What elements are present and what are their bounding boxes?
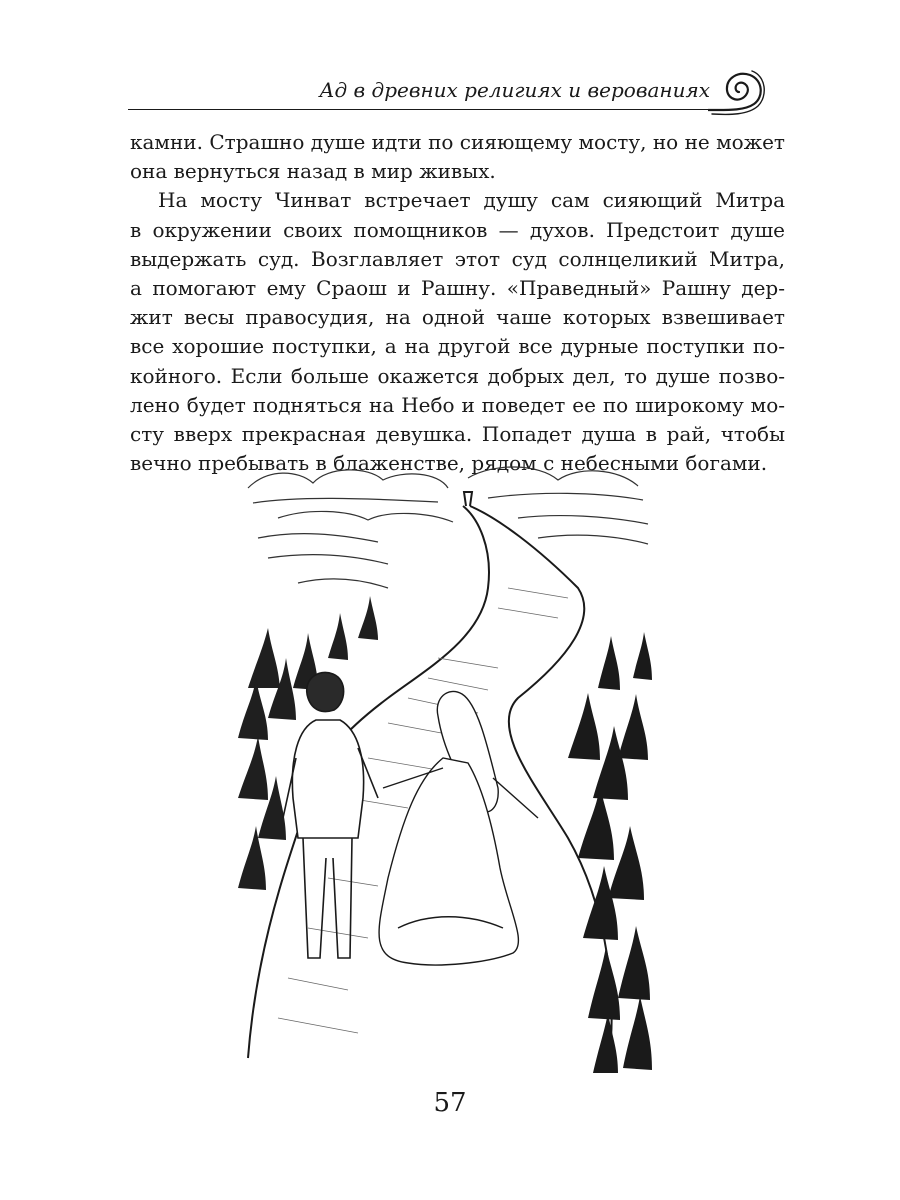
man-figure	[283, 672, 378, 958]
running-head-rule	[128, 109, 722, 110]
text-line: койного. Если больше окажется добрых дел, то душе позво-	[130, 363, 785, 388]
flames-right	[568, 632, 652, 1073]
text-line: выдержать суд. Возглавляет этот суд солнцеликий Митра,	[130, 246, 785, 271]
text-line: а помогают ему Сраош и Рашну. «Праведный» Рашну дер-	[130, 276, 785, 301]
page-number: 57	[433, 1088, 467, 1118]
bridge-illustration-icon	[238, 458, 658, 1076]
running-head-title: Ад в древних религиях и верованиях	[319, 78, 710, 102]
spiral-ornament-icon	[708, 66, 766, 118]
text-line: лено будет подняться на Небо и поведет ее по широкому мо-	[130, 392, 785, 417]
woman-figure	[379, 691, 538, 964]
running-head	[128, 60, 768, 120]
text-line: вечно пребывать в блаженстве, рядом с небесными богами.	[130, 451, 768, 476]
text-line: все хорошие поступки, а на другой все дурные поступки по-	[130, 334, 785, 359]
text-line: сту вверх прекрасная девушка. Попадет душа в рай, чтобы	[130, 422, 785, 447]
paragraph	[130, 128, 785, 186]
text-line: камни. Страшно душе идти по сияющему мосту, но не может	[130, 130, 785, 154]
clouds	[248, 467, 648, 588]
text-line: она вернуться назад в мир живых.	[130, 159, 496, 184]
text-line: в окружении своих помощников — духов. Предстоит душе	[130, 217, 785, 242]
paragraph	[130, 186, 785, 478]
text-line: жит весы правосудия, на одной чаше которых взвешивает	[130, 305, 785, 330]
text-line: На мосту Чинват встречает душу сам сияющий Митра	[158, 188, 785, 213]
body-text	[130, 128, 785, 478]
